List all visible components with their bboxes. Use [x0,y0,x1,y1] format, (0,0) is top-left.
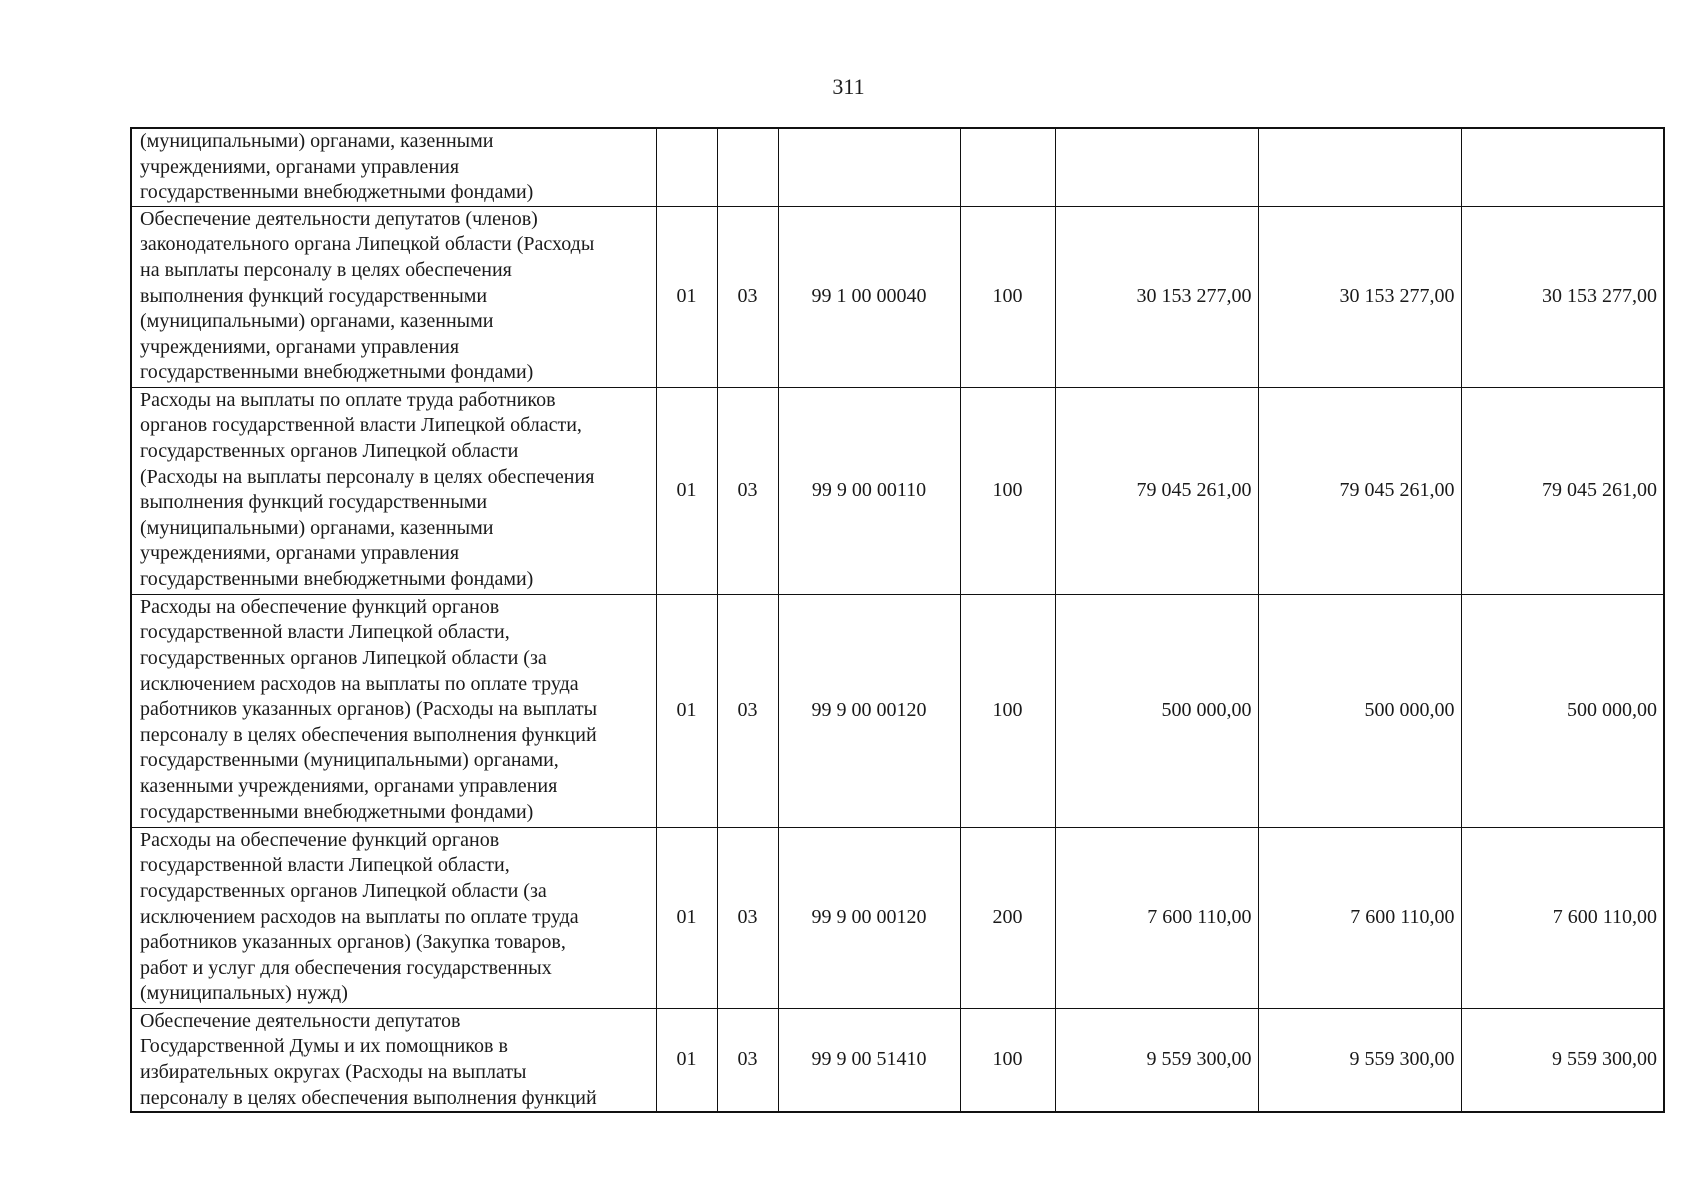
target-article-code: 99 9 00 51410 [778,1008,960,1112]
amount-year-3: 79 045 261,00 [1461,387,1664,594]
section-code: 01 [656,827,717,1008]
expense-description: Расходы на обеспечение функций органов государственной власти Липецкой области, государственных органов Липецкой области (за исключением расходов на выплаты по оплате труда работников указанных органов) (Расходы на выплаты персоналу в целях обеспечения выполнения функций государственными (муниципальными) органами, казенными учреждениями, органами управления государственными внебюджетными фондами) [131,594,656,827]
table-row [131,827,1664,1008]
expense-description: Обеспечение деятельности депутатов (членов) законодательного органа Липецкой области (Расходы на выплаты персоналу в целях обеспечения выполнения функций государственными (муниципальными) органами, казенными учреждениями, органами управления государственными внебюджетными фондами) [131,206,656,387]
table-row [131,1008,1664,1112]
subsection-code: 03 [717,206,778,387]
section-code: 01 [656,387,717,594]
expense-type-code [960,128,1055,206]
expense-description: (муниципальными) органами, казенными учреждениями, органами управления государственными внебюджетными фондами) [131,128,656,206]
expense-type-code: 100 [960,387,1055,594]
amount-year-2: 7 600 110,00 [1258,827,1461,1008]
amount-year-1: 500 000,00 [1055,594,1258,827]
expense-type-code: 100 [960,594,1055,827]
amount-year-1: 7 600 110,00 [1055,827,1258,1008]
subsection-code: 03 [717,594,778,827]
expense-type-code: 200 [960,827,1055,1008]
amount-year-3 [1461,128,1664,206]
amount-year-1: 30 153 277,00 [1055,206,1258,387]
amount-year-3: 9 559 300,00 [1461,1008,1664,1112]
page-number: 311 [832,74,865,99]
target-article-code [778,128,960,206]
target-article-code: 99 9 00 00120 [778,594,960,827]
subsection-code: 03 [717,1008,778,1112]
expense-description: Расходы на обеспечение функций органов государственной власти Липецкой области, государственных органов Липецкой области (за исключением расходов на выплаты по оплате труда работников указанных органов) (Закупка товаров, работ и услуг для обеспечения государственных (муниципальных) нужд) [131,827,656,1008]
subsection-code [717,128,778,206]
amount-year-1: 9 559 300,00 [1055,1008,1258,1112]
amount-year-2: 79 045 261,00 [1258,387,1461,594]
amount-year-3: 30 153 277,00 [1461,206,1664,387]
expense-description: Расходы на выплаты по оплате труда работников органов государственной власти Липецкой области, государственных органов Липецкой области (Расходы на выплаты персоналу в целях обеспечения выполнения функций государственными (муниципальными) органами, казенными учреждениями, органами управления государственными внебюджетными фондами) [131,387,656,594]
amount-year-3: 7 600 110,00 [1461,827,1664,1008]
section-code: 01 [656,1008,717,1112]
budget-table [130,127,1665,1113]
amount-year-2: 9 559 300,00 [1258,1008,1461,1112]
expense-description: Обеспечение деятельности депутатов Государственной Думы и их помощников в избирательных округах (Расходы на выплаты персоналу в целях обеспечения выполнения функций [131,1008,656,1112]
amount-year-1: 79 045 261,00 [1055,387,1258,594]
budget-table-container [130,127,1665,1113]
section-code: 01 [656,206,717,387]
table-row [131,594,1664,827]
section-code: 01 [656,594,717,827]
amount-year-2 [1258,128,1461,206]
target-article-code: 99 9 00 00120 [778,827,960,1008]
section-code [656,128,717,206]
expense-type-code: 100 [960,1008,1055,1112]
subsection-code: 03 [717,827,778,1008]
amount-year-2: 30 153 277,00 [1258,206,1461,387]
target-article-code: 99 1 00 00040 [778,206,960,387]
expense-type-code: 100 [960,206,1055,387]
target-article-code: 99 9 00 00110 [778,387,960,594]
amount-year-2: 500 000,00 [1258,594,1461,827]
subsection-code: 03 [717,387,778,594]
table-row [131,128,1664,206]
amount-year-3: 500 000,00 [1461,594,1664,827]
table-row [131,387,1664,594]
amount-year-1 [1055,128,1258,206]
table-row [131,206,1664,387]
